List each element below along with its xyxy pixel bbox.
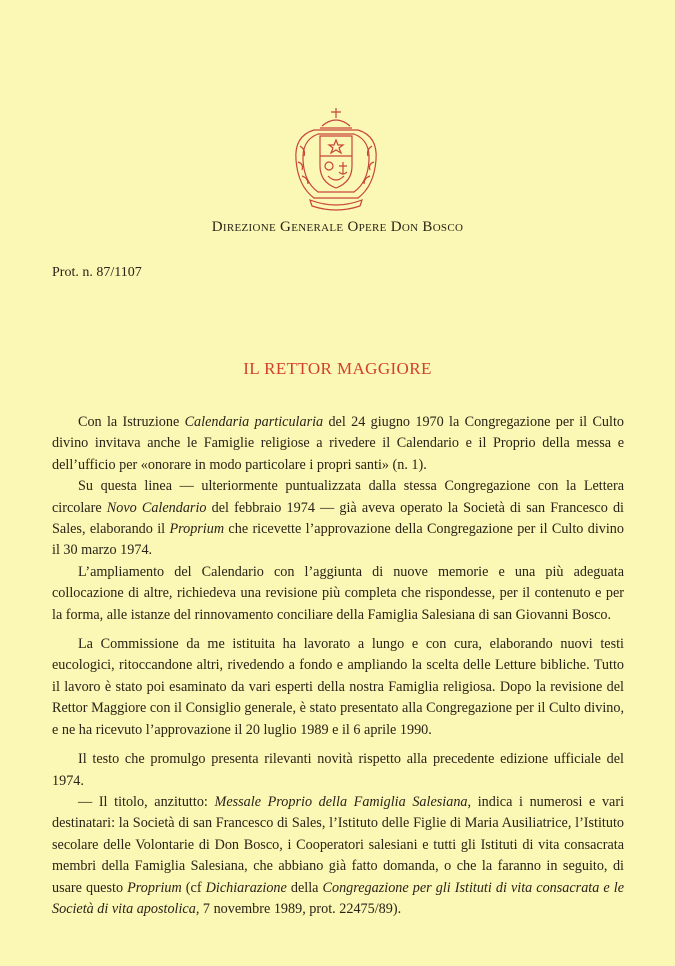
paragraph-6: — Il titolo, anzitutto: Messale Proprio della Famiglia Salesiana, indica i numerosi e vari destinatari: la Società di san Francesco di Sales, l’Istituto delle Figlie di Maria Ausiliatrice, l’Istituto secolare delle Volontarie di Don Bosco, i Cooperatori salesiani e tutti gli Istituti di vita consacrata membri della Famiglia Salesiana, che abbiano già fatto domanda, o che la faranno in seguito, di usare questo Proprium (cf Dichiarazione della Congregazione per gli Istituti di vita consacrata e le Società di vita apostolica, 7 novembre 1989, prot. 22475/89). [52,793,625,917]
protocol-number: Prot. n. 87/1107 [52,265,142,280]
paragraph-3: L’ampliamento del Calendario con l’aggiunta di nuove memorie e una più adeguata collocazione di altre, richiedeva una revisione più completa che rispondesse, per il contenuto e per la forma, alle istanze del rinnovamento conciliare della Famiglia Salesiana di san Giovanni Bosco. [52,563,624,623]
paragraph-2: Su questa linea — ulteriormente puntualizzata dalla stessa Congregazione con la Lettera circolare Novo Calendario del febbraio 1974 — già aveva operato la Società di san Francesco di Sales, elaborando il Proprium che ricevette l’approvazione della Congregazione per il Culto divino il 30 marzo 1974. [52,478,624,559]
organization-header: Direzione Generale Opere Don Bosco [211,219,464,235]
paragraph-5: Il testo che promulgo presenta rilevanti novità rispetto alla precedente edizione ufficiale del 1974. [52,751,624,789]
paragraph-4: La Commissione da me istituita ha lavorato a lungo e con cura, elaborando nuovi testi eucologici, ritoccandone altri, rivedendo a fondo e ampliando la scelta delle Letture bibliche. Tutto il lavoro è stato poi esaminato da vari esperti della nostra Famiglia religiosa. Dopo la revisione del Rettor Maggiore con il Consiglio generale, è stato presentato alla Congregazione per il Culto divino, e ne ha ricevuto l’approvazione il 20 luglio 1989 e il 6 aprile 1990. [52,636,624,738]
document-body [52,412,624,920]
document-title: IL RETTOR MAGGIORE [243,359,432,378]
salesian-crest-icon [284,106,388,214]
paragraph-1: Con la Istruzione Calendaria particularia del 24 giugno 1970 la Congregazione per il Culto divino invitava anche le Famiglie religiose a rivedere il Calendario e il Proprio della messa e dell’ufficio per «onorare in modo particolare i propri santi» (n. 1). [52,414,624,473]
